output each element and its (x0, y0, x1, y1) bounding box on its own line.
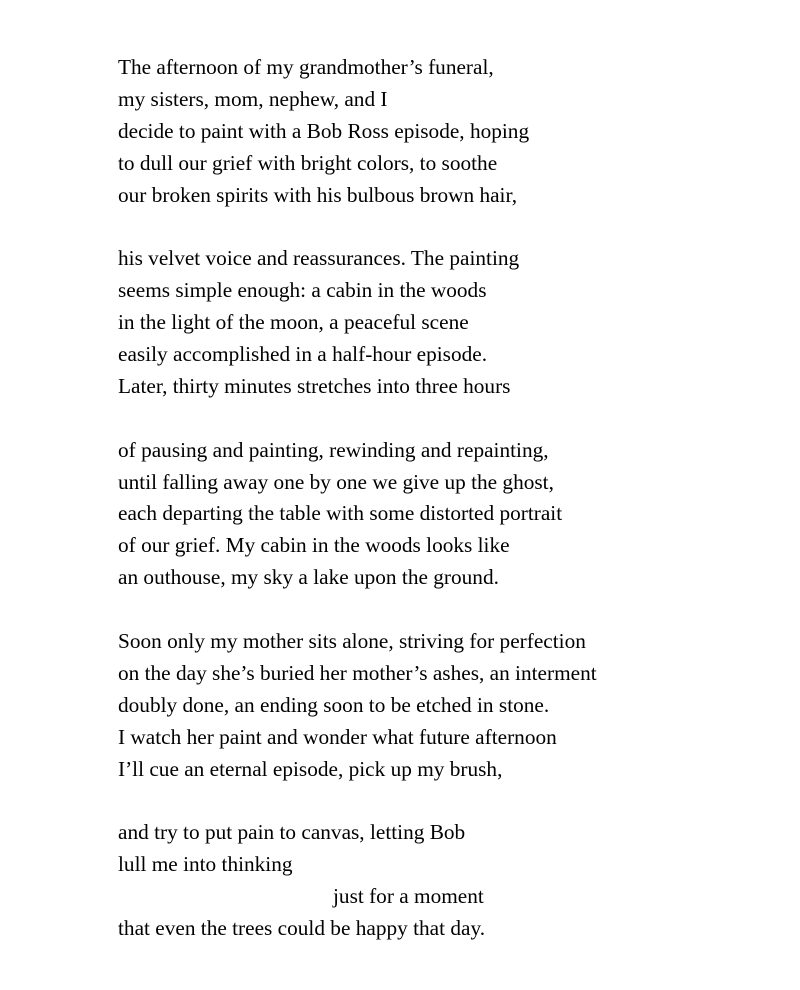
poem-line: Later, thirty minutes stretches into three hours (118, 373, 511, 398)
poem-line: doubly done, an ending soon to be etched in stone. (118, 692, 550, 717)
poem-line: each departing the table with some distorted portrait (118, 501, 563, 526)
poem-line: of our grief. My cabin in the woods looks like (118, 533, 510, 558)
poem-line: Soon only my mother sits alone, striving for perfection (118, 629, 586, 654)
poem-line: in the light of the moon, a peaceful scene (118, 310, 469, 335)
poem-line: The afternoon of my grandmother’s funeral, (118, 55, 494, 79)
poem-line: on the day she’s buried her mother’s ashes, an interment (118, 660, 597, 685)
stanza-1 (118, 52, 758, 211)
poem-line: our broken spirits with his bulbous brown hair, (118, 182, 518, 207)
poem-line: I watch her paint and wonder what future afternoon (118, 724, 557, 749)
poem-body (118, 52, 758, 977)
poem-line: to dull our grief with bright colors, to soothe (118, 150, 498, 175)
poem-line: easily accomplished in a half-hour episode. (118, 342, 488, 367)
stanza-3 (118, 435, 758, 594)
stanza-4 (118, 626, 758, 785)
stanza-2 (118, 243, 758, 402)
poem-line: until falling away one by one we give up the ghost, (118, 469, 554, 494)
stanza-5 (118, 817, 758, 945)
poem-line: seems simple enough: a cabin in the woods (118, 278, 487, 303)
poem-line: I’ll cue an eternal episode, pick up my brush, (118, 756, 503, 781)
poem-line: and try to put pain to canvas, letting Bob (118, 820, 466, 845)
poem-line: that even the trees could be happy that day. (118, 916, 486, 941)
poem-line: lull me into thinking (118, 852, 293, 877)
poem-line: an outhouse, my sky a lake upon the ground. (118, 565, 499, 590)
poem-line: my sisters, mom, nephew, and I (118, 86, 388, 111)
poem-line-indented: just for a moment (333, 884, 484, 909)
poem-line: his velvet voice and reassurances. The painting (118, 246, 520, 271)
poem-line: decide to paint with a Bob Ross episode, hoping (118, 118, 530, 143)
poem-line: of pausing and painting, rewinding and repainting, (118, 437, 549, 462)
